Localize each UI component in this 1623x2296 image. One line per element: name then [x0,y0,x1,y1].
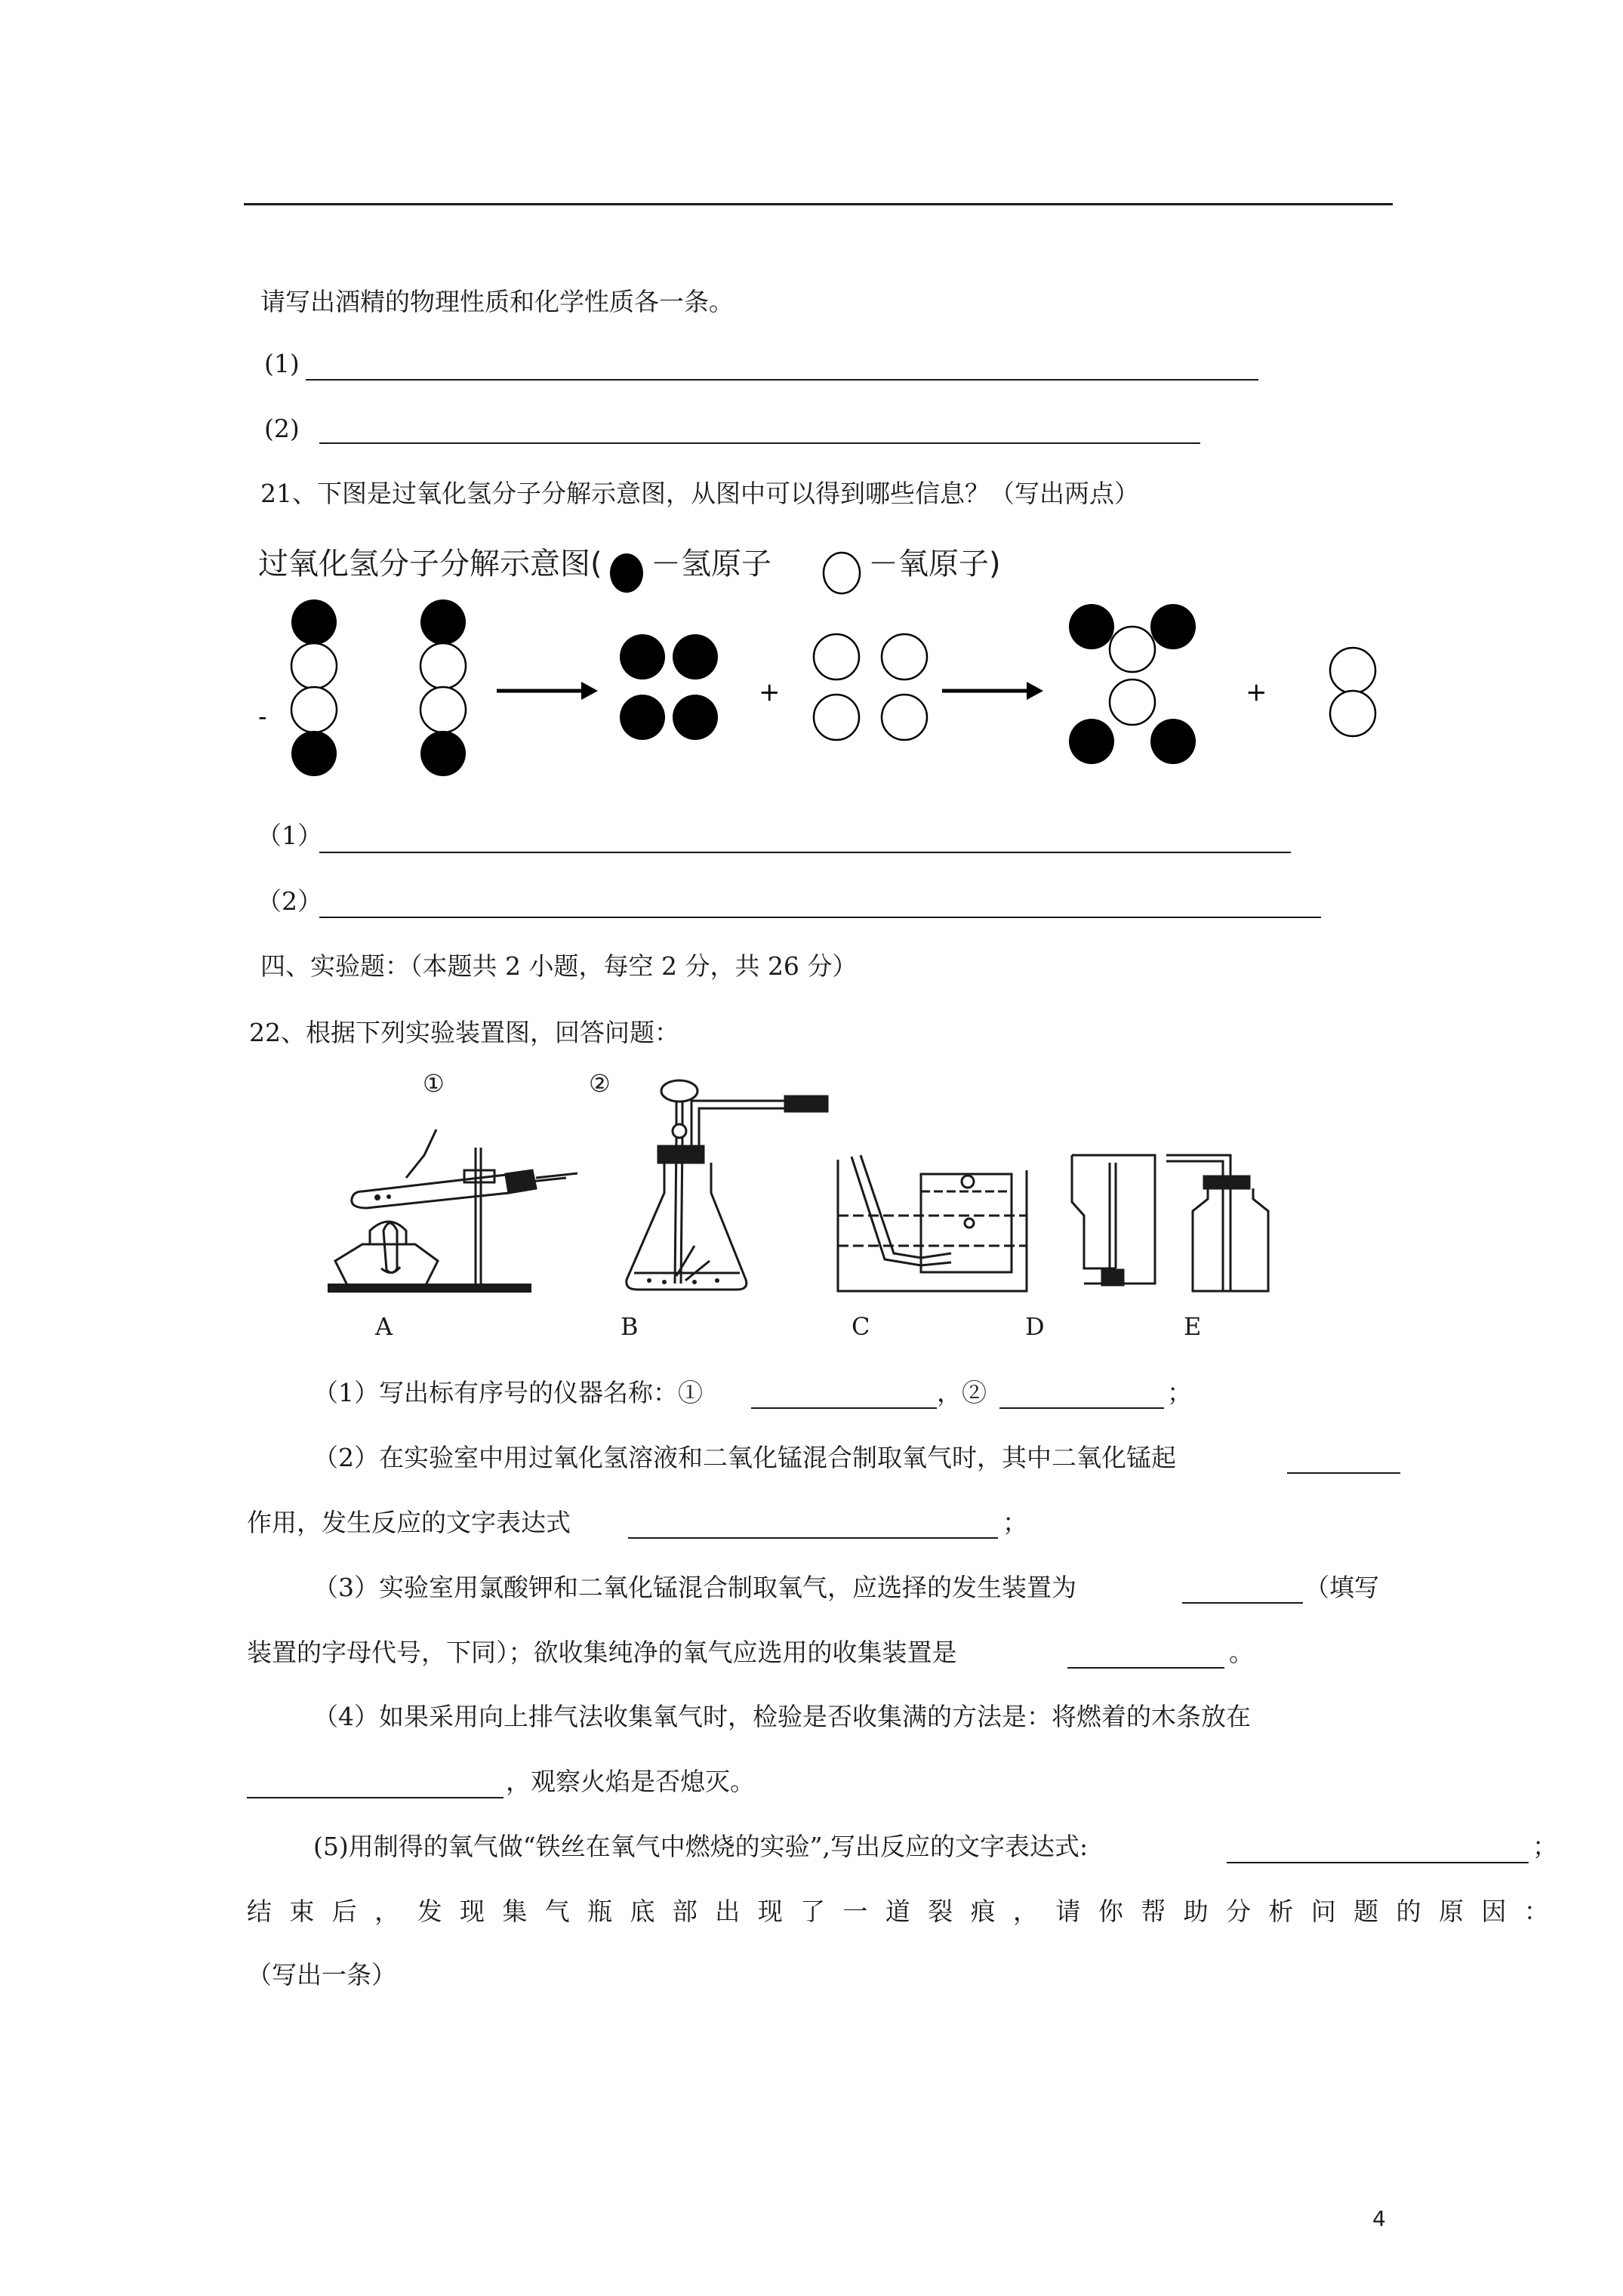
q22-1-blank-1[interactable] [751,1407,937,1409]
water-molecule-2 [1069,680,1196,764]
q20-item1-label: (1) [264,349,300,378]
reaction-arrow-1 [497,682,598,700]
h2o2-molecule-1 [291,599,337,776]
q22-5-cont-char: 痕 [970,1897,996,1926]
apparatus-a [328,1148,577,1293]
q22-5-cont-char: 因 [1481,1897,1507,1926]
diagram-plus-sign-1: + [759,677,781,707]
diagram-minus-sign: - [258,702,267,731]
apparatus-mark-2: ② [589,1069,611,1098]
q22-prompt: 22、根据下列实验装置图，回答问题： [249,1018,679,1047]
q22-4-prompt: （4）如果采用向上排气法收集氧气时，检验是否收集满的方法是：将燃着的木条放在 [313,1702,1251,1731]
diagram-plus-sign-2: + [1246,677,1267,707]
q20-answer-line-2[interactable] [319,442,1200,444]
hydrogen-atoms-group [620,634,718,740]
q22-5-cont-char: 问 [1310,1897,1336,1926]
q22-3-blank-1[interactable] [1182,1602,1303,1604]
apparatus-mark-1: ① [423,1069,445,1098]
q22-2-prompt: （2）在实验室中用过氧化氢溶液和二氧化锰混合制取氧气时，其中二氧化锰起 [313,1443,1176,1472]
q22-3-cont: 装置的字母代号，下同）；欲收集纯净的氧气应选用的收集装置是 [247,1638,957,1667]
apparatus-label-c: C [852,1312,870,1341]
q22-3-prompt: （3）实验室用氯酸钾和二氧化锰混合制取氧气，应选择的发生装置为 [313,1573,1076,1602]
q22-4-cont: ，观察火焰是否熄灭。 [506,1767,755,1796]
q22-5-blank[interactable] [1227,1862,1529,1863]
q22-5-cont-char: 部 [672,1897,698,1926]
q22-5-cont-char: 底 [630,1897,655,1926]
q20-item2-label: (2) [264,414,300,443]
q22-5-cont-char: 你 [1098,1897,1123,1926]
q22-5-cont-char: 分 [1225,1897,1251,1926]
h2o2-decomposition-diagram [249,589,1427,778]
q22-1-sep: ，② [937,1378,987,1407]
q21-answer-line-2[interactable] [319,917,1321,918]
water-molecule-1 [1069,604,1196,672]
legend-oxygen-label: －氧原子) [868,547,1001,581]
q22-2-end: ； [1002,1508,1027,1537]
h2o2-molecule-2 [420,599,466,776]
q22-5-cont-char: 帮 [1141,1897,1166,1926]
q22-5-cont-char: 了 [800,1897,826,1926]
q22-2-blank-2[interactable] [628,1537,998,1539]
q20-prompt: 请写出酒精的物理性质和化学性质各一条。 [260,287,734,316]
apparatus-e [1166,1155,1268,1291]
q22-5-cont [247,1895,1549,1928]
q22-2-cont: 作用，发生反应的文字表达式 [247,1508,571,1537]
apparatus-b [627,1080,827,1290]
q21-prompt: 21、下图是过氧化氢分子分解示意图，从图中可以得到哪些信息？（写出两点） [260,479,1139,508]
apparatus-d [1072,1155,1155,1285]
section-4-heading: 四、实验题：（本题共 2 小题，每空 2 分，共 26 分） [260,951,858,981]
q22-5-cont-char: ， [374,1897,400,1926]
q22-5-cont-char: 发 [417,1897,442,1926]
q20-answer-line-1[interactable] [306,379,1258,381]
q22-5-cont-char: 结 [247,1897,272,1926]
q22-5-cont-char: 气 [544,1897,570,1926]
q21-answer-line-1[interactable] [319,852,1291,853]
q22-5-cont-char: 一 [842,1897,868,1926]
q22-5-cont-char: 助 [1183,1897,1209,1926]
q22-2-blank-1[interactable] [1287,1472,1400,1474]
q22-5-end: ； [1532,1832,1557,1861]
q22-5-cont-char: 瓶 [587,1897,613,1926]
q22-5-cont-char: 集 [502,1897,528,1926]
apparatus-label-a: A [375,1312,393,1341]
q22-3-end: 。 [1229,1638,1254,1667]
q22-5-cont-char: 请 [1055,1897,1081,1926]
q22-5-cont-char: 析 [1268,1897,1294,1926]
q22-5-cont-char: 束 [289,1897,315,1926]
apparatus-label-d: D [1025,1312,1045,1341]
q22-5-cont-char: 现 [459,1897,485,1926]
q22-5-cont-char: 出 [715,1897,741,1926]
q22-3-note: （填写 [1304,1573,1379,1602]
page-number: 4 [1372,2206,1386,2231]
q22-5-cont-char: ， [1013,1897,1039,1926]
q22-3-blank-2[interactable] [1067,1667,1224,1669]
apparatus-c [838,1155,1027,1291]
q22-5-cont-char: 后 [331,1897,357,1926]
q22-4-blank[interactable] [247,1797,504,1798]
q22-1-end: ； [1167,1378,1192,1407]
q22-5-cont-char: 裂 [928,1897,953,1926]
diagram-title: 过氧化氢分子分解示意图( [258,547,602,581]
reaction-arrow-2 [942,682,1043,700]
q22-5-cont-char: 的 [1396,1897,1421,1926]
oxygen-atoms-group [814,634,927,740]
legend-hydrogen-label: －氢原子 [651,547,771,581]
q22-5-cont-char: 原 [1438,1897,1464,1926]
q22-5-note: （写出一条） [247,1960,396,1989]
q22-5-cont-char: 道 [885,1897,910,1926]
apparatus-label-b: B [621,1312,639,1341]
q22-1-prompt: （1）写出标有序号的仪器名称：① [313,1378,703,1407]
apparatus-figure [317,1065,1389,1299]
q22-5-cont-char: 现 [757,1897,783,1926]
q22-5-cont-char: ： [1523,1897,1549,1926]
q21-item2-label: （2） [257,886,322,916]
apparatus-label-e: E [1184,1312,1202,1341]
oxygen-molecule [1330,648,1375,736]
q22-5-cont-char: 题 [1354,1897,1379,1926]
q22-5-prompt: (5)用制得的氧气做“铁丝在氧气中燃烧的实验”,写出反应的文字表达式: [313,1832,1089,1861]
q22-1-blank-2[interactable] [999,1407,1164,1409]
q21-item1-label: （1） [257,821,322,850]
header-rule [244,203,1393,205]
